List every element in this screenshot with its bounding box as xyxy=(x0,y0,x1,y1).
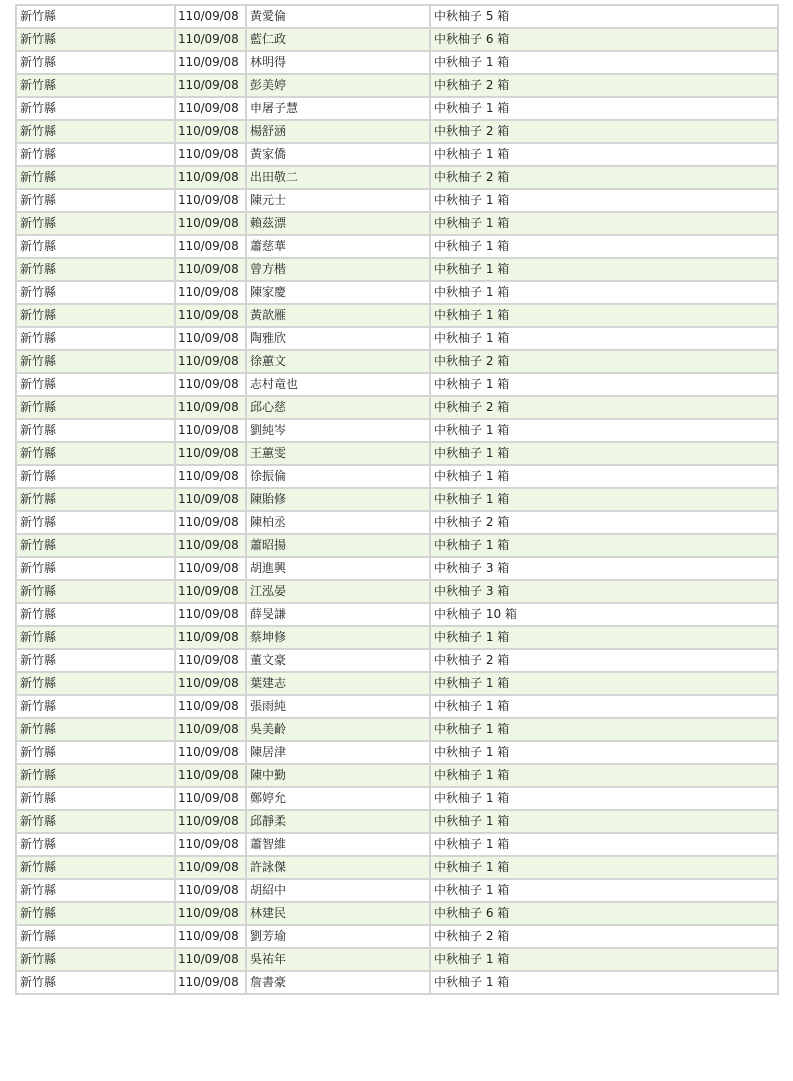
donor-name-cell: 徐振倫 xyxy=(246,465,430,488)
table-row xyxy=(16,603,778,626)
date-cell: 110/09/08 xyxy=(175,787,246,810)
date-cell: 110/09/08 xyxy=(175,626,246,649)
table-row xyxy=(16,971,778,994)
table-row xyxy=(16,787,778,810)
date-cell: 110/09/08 xyxy=(175,672,246,695)
donation-item-cell: 中秋柚子 2 箱 xyxy=(430,649,778,672)
donor-name-cell: 邱靜柔 xyxy=(246,810,430,833)
donor-name-cell: 藍仁政 xyxy=(246,28,430,51)
donor-name-cell: 吳祐年 xyxy=(246,948,430,971)
donation-item-cell: 中秋柚子 1 箱 xyxy=(430,419,778,442)
table-row xyxy=(16,5,778,28)
table-row xyxy=(16,51,778,74)
county-cell: 新竹縣 xyxy=(16,97,175,120)
date-cell: 110/09/08 xyxy=(175,74,246,97)
donation-item-cell: 中秋柚子 1 箱 xyxy=(430,879,778,902)
date-cell: 110/09/08 xyxy=(175,396,246,419)
county-cell: 新竹縣 xyxy=(16,120,175,143)
donor-name-cell: 吳美齡 xyxy=(246,718,430,741)
county-cell: 新竹縣 xyxy=(16,442,175,465)
county-cell: 新竹縣 xyxy=(16,189,175,212)
table-row xyxy=(16,350,778,373)
county-cell: 新竹縣 xyxy=(16,603,175,626)
date-cell: 110/09/08 xyxy=(175,465,246,488)
donation-item-cell: 中秋柚子 1 箱 xyxy=(430,856,778,879)
county-cell: 新竹縣 xyxy=(16,672,175,695)
donor-name-cell: 楊舒涵 xyxy=(246,120,430,143)
donor-name-cell: 董文豪 xyxy=(246,649,430,672)
donor-name-cell: 劉純岑 xyxy=(246,419,430,442)
county-cell: 新竹縣 xyxy=(16,580,175,603)
county-cell: 新竹縣 xyxy=(16,810,175,833)
donation-item-cell: 中秋柚子 1 箱 xyxy=(430,948,778,971)
donation-item-cell: 中秋柚子 1 箱 xyxy=(430,235,778,258)
date-cell: 110/09/08 xyxy=(175,5,246,28)
table-row xyxy=(16,373,778,396)
date-cell: 110/09/08 xyxy=(175,189,246,212)
county-cell: 新竹縣 xyxy=(16,327,175,350)
table-row xyxy=(16,396,778,419)
date-cell: 110/09/08 xyxy=(175,442,246,465)
donation-item-cell: 中秋柚子 1 箱 xyxy=(430,695,778,718)
date-cell: 110/09/08 xyxy=(175,925,246,948)
date-cell: 110/09/08 xyxy=(175,534,246,557)
county-cell: 新竹縣 xyxy=(16,51,175,74)
donor-name-cell: 賴茲漂 xyxy=(246,212,430,235)
donor-name-cell: 陳元士 xyxy=(246,189,430,212)
date-cell: 110/09/08 xyxy=(175,833,246,856)
date-cell: 110/09/08 xyxy=(175,511,246,534)
table-row xyxy=(16,28,778,51)
donation-list xyxy=(15,4,777,995)
donor-name-cell: 徐蕙文 xyxy=(246,350,430,373)
donor-name-cell: 王蕙雯 xyxy=(246,442,430,465)
donation-item-cell: 中秋柚子 10 箱 xyxy=(430,603,778,626)
donation-item-cell: 中秋柚子 2 箱 xyxy=(430,120,778,143)
donation-item-cell: 中秋柚子 3 箱 xyxy=(430,580,778,603)
county-cell: 新竹縣 xyxy=(16,235,175,258)
donor-name-cell: 蕭昭揚 xyxy=(246,534,430,557)
date-cell: 110/09/08 xyxy=(175,810,246,833)
date-cell: 110/09/08 xyxy=(175,649,246,672)
donation-item-cell: 中秋柚子 1 箱 xyxy=(430,488,778,511)
donation-item-cell: 中秋柚子 2 箱 xyxy=(430,511,778,534)
donation-item-cell: 中秋柚子 2 箱 xyxy=(430,396,778,419)
table-row xyxy=(16,442,778,465)
donation-item-cell: 中秋柚子 1 箱 xyxy=(430,626,778,649)
table-row xyxy=(16,465,778,488)
county-cell: 新竹縣 xyxy=(16,465,175,488)
donation-item-cell: 中秋柚子 1 箱 xyxy=(430,971,778,994)
table-row xyxy=(16,626,778,649)
county-cell: 新竹縣 xyxy=(16,557,175,580)
date-cell: 110/09/08 xyxy=(175,419,246,442)
table-row xyxy=(16,212,778,235)
county-cell: 新竹縣 xyxy=(16,649,175,672)
date-cell: 110/09/08 xyxy=(175,258,246,281)
donation-item-cell: 中秋柚子 1 箱 xyxy=(430,143,778,166)
date-cell: 110/09/08 xyxy=(175,718,246,741)
table-row xyxy=(16,235,778,258)
table-row xyxy=(16,580,778,603)
county-cell: 新竹縣 xyxy=(16,718,175,741)
donation-item-cell: 中秋柚子 1 箱 xyxy=(430,672,778,695)
date-cell: 110/09/08 xyxy=(175,580,246,603)
donor-name-cell: 胡進興 xyxy=(246,557,430,580)
donor-name-cell: 黃愛倫 xyxy=(246,5,430,28)
table-row xyxy=(16,327,778,350)
donation-item-cell: 中秋柚子 1 箱 xyxy=(430,51,778,74)
county-cell: 新竹縣 xyxy=(16,879,175,902)
table-row xyxy=(16,925,778,948)
donor-name-cell: 志村竜也 xyxy=(246,373,430,396)
donor-name-cell: 蕭智維 xyxy=(246,833,430,856)
table-row xyxy=(16,741,778,764)
donor-name-cell: 薛旻謙 xyxy=(246,603,430,626)
donation-item-cell: 中秋柚子 1 箱 xyxy=(430,189,778,212)
date-cell: 110/09/08 xyxy=(175,143,246,166)
donor-name-cell: 曾方楷 xyxy=(246,258,430,281)
donor-name-cell: 陳貽修 xyxy=(246,488,430,511)
county-cell: 新竹縣 xyxy=(16,695,175,718)
county-cell: 新竹縣 xyxy=(16,833,175,856)
donation-item-cell: 中秋柚子 1 箱 xyxy=(430,212,778,235)
donor-name-cell: 陳柏丞 xyxy=(246,511,430,534)
table-row xyxy=(16,856,778,879)
donation-item-cell: 中秋柚子 3 箱 xyxy=(430,557,778,580)
donor-name-cell: 胡紹中 xyxy=(246,879,430,902)
county-cell: 新竹縣 xyxy=(16,28,175,51)
donor-name-cell: 蔡坤修 xyxy=(246,626,430,649)
table-row xyxy=(16,97,778,120)
county-cell: 新竹縣 xyxy=(16,304,175,327)
date-cell: 110/09/08 xyxy=(175,281,246,304)
table-row xyxy=(16,902,778,925)
donor-name-cell: 黃家僑 xyxy=(246,143,430,166)
donor-name-cell: 鄭婷允 xyxy=(246,787,430,810)
county-cell: 新竹縣 xyxy=(16,212,175,235)
date-cell: 110/09/08 xyxy=(175,327,246,350)
donation-item-cell: 中秋柚子 2 箱 xyxy=(430,166,778,189)
county-cell: 新竹縣 xyxy=(16,488,175,511)
donor-name-cell: 葉建志 xyxy=(246,672,430,695)
donor-name-cell: 江泓晏 xyxy=(246,580,430,603)
county-cell: 新竹縣 xyxy=(16,764,175,787)
table-row xyxy=(16,649,778,672)
county-cell: 新竹縣 xyxy=(16,511,175,534)
donor-name-cell: 出田敬二 xyxy=(246,166,430,189)
donation-item-cell: 中秋柚子 2 箱 xyxy=(430,74,778,97)
county-cell: 新竹縣 xyxy=(16,74,175,97)
donor-name-cell: 詹書豪 xyxy=(246,971,430,994)
county-cell: 新竹縣 xyxy=(16,350,175,373)
donor-name-cell: 陶雅欣 xyxy=(246,327,430,350)
date-cell: 110/09/08 xyxy=(175,879,246,902)
table-row xyxy=(16,166,778,189)
date-cell: 110/09/08 xyxy=(175,212,246,235)
table-row xyxy=(16,488,778,511)
donation-item-cell: 中秋柚子 1 箱 xyxy=(430,258,778,281)
date-cell: 110/09/08 xyxy=(175,488,246,511)
donor-name-cell: 劉芳瑜 xyxy=(246,925,430,948)
donor-name-cell: 申屠子慧 xyxy=(246,97,430,120)
donation-table xyxy=(15,4,779,995)
donation-item-cell: 中秋柚子 1 箱 xyxy=(430,718,778,741)
date-cell: 110/09/08 xyxy=(175,304,246,327)
date-cell: 110/09/08 xyxy=(175,51,246,74)
table-row xyxy=(16,534,778,557)
table-row xyxy=(16,258,778,281)
date-cell: 110/09/08 xyxy=(175,120,246,143)
table-row xyxy=(16,143,778,166)
donor-name-cell: 林建民 xyxy=(246,902,430,925)
county-cell: 新竹縣 xyxy=(16,534,175,557)
table-row xyxy=(16,557,778,580)
county-cell: 新竹縣 xyxy=(16,143,175,166)
donation-item-cell: 中秋柚子 5 箱 xyxy=(430,5,778,28)
donor-name-cell: 陳中勤 xyxy=(246,764,430,787)
county-cell: 新竹縣 xyxy=(16,856,175,879)
date-cell: 110/09/08 xyxy=(175,28,246,51)
donor-name-cell: 張雨純 xyxy=(246,695,430,718)
table-row xyxy=(16,948,778,971)
date-cell: 110/09/08 xyxy=(175,166,246,189)
table-body xyxy=(16,5,778,994)
county-cell: 新竹縣 xyxy=(16,925,175,948)
donation-item-cell: 中秋柚子 1 箱 xyxy=(430,442,778,465)
county-cell: 新竹縣 xyxy=(16,419,175,442)
date-cell: 110/09/08 xyxy=(175,557,246,580)
table-row xyxy=(16,419,778,442)
donation-item-cell: 中秋柚子 1 箱 xyxy=(430,281,778,304)
table-row xyxy=(16,833,778,856)
county-cell: 新竹縣 xyxy=(16,741,175,764)
table-row xyxy=(16,718,778,741)
table-row xyxy=(16,189,778,212)
county-cell: 新竹縣 xyxy=(16,5,175,28)
donor-name-cell: 陳家慶 xyxy=(246,281,430,304)
county-cell: 新竹縣 xyxy=(16,902,175,925)
county-cell: 新竹縣 xyxy=(16,948,175,971)
table-row xyxy=(16,764,778,787)
donation-item-cell: 中秋柚子 1 箱 xyxy=(430,833,778,856)
date-cell: 110/09/08 xyxy=(175,856,246,879)
date-cell: 110/09/08 xyxy=(175,235,246,258)
table-row xyxy=(16,120,778,143)
donation-item-cell: 中秋柚子 1 箱 xyxy=(430,327,778,350)
county-cell: 新竹縣 xyxy=(16,258,175,281)
donation-item-cell: 中秋柚子 1 箱 xyxy=(430,304,778,327)
donor-name-cell: 林明得 xyxy=(246,51,430,74)
donor-name-cell: 許詠傑 xyxy=(246,856,430,879)
table-row xyxy=(16,304,778,327)
date-cell: 110/09/08 xyxy=(175,350,246,373)
date-cell: 110/09/08 xyxy=(175,948,246,971)
donor-name-cell: 邱心慈 xyxy=(246,396,430,419)
table-row xyxy=(16,879,778,902)
county-cell: 新竹縣 xyxy=(16,787,175,810)
table-row xyxy=(16,511,778,534)
donation-item-cell: 中秋柚子 1 箱 xyxy=(430,373,778,396)
date-cell: 110/09/08 xyxy=(175,741,246,764)
donor-name-cell: 彭美婷 xyxy=(246,74,430,97)
county-cell: 新竹縣 xyxy=(16,373,175,396)
county-cell: 新竹縣 xyxy=(16,626,175,649)
table-row xyxy=(16,74,778,97)
donation-item-cell: 中秋柚子 2 箱 xyxy=(430,350,778,373)
table-row xyxy=(16,810,778,833)
date-cell: 110/09/08 xyxy=(175,97,246,120)
date-cell: 110/09/08 xyxy=(175,695,246,718)
date-cell: 110/09/08 xyxy=(175,373,246,396)
county-cell: 新竹縣 xyxy=(16,281,175,304)
donation-item-cell: 中秋柚子 1 箱 xyxy=(430,97,778,120)
donation-item-cell: 中秋柚子 1 箱 xyxy=(430,810,778,833)
donation-item-cell: 中秋柚子 1 箱 xyxy=(430,534,778,557)
donation-item-cell: 中秋柚子 1 箱 xyxy=(430,465,778,488)
donation-item-cell: 中秋柚子 1 箱 xyxy=(430,764,778,787)
date-cell: 110/09/08 xyxy=(175,971,246,994)
donor-name-cell: 蕭慈華 xyxy=(246,235,430,258)
table-row xyxy=(16,672,778,695)
donation-item-cell: 中秋柚子 6 箱 xyxy=(430,28,778,51)
donor-name-cell: 陳居津 xyxy=(246,741,430,764)
donation-item-cell: 中秋柚子 1 箱 xyxy=(430,787,778,810)
date-cell: 110/09/08 xyxy=(175,902,246,925)
donation-item-cell: 中秋柚子 1 箱 xyxy=(430,741,778,764)
table-row xyxy=(16,281,778,304)
county-cell: 新竹縣 xyxy=(16,396,175,419)
donation-item-cell: 中秋柚子 6 箱 xyxy=(430,902,778,925)
county-cell: 新竹縣 xyxy=(16,971,175,994)
county-cell: 新竹縣 xyxy=(16,166,175,189)
table-row xyxy=(16,695,778,718)
donation-item-cell: 中秋柚子 2 箱 xyxy=(430,925,778,948)
donor-name-cell: 黃歆雁 xyxy=(246,304,430,327)
date-cell: 110/09/08 xyxy=(175,764,246,787)
date-cell: 110/09/08 xyxy=(175,603,246,626)
